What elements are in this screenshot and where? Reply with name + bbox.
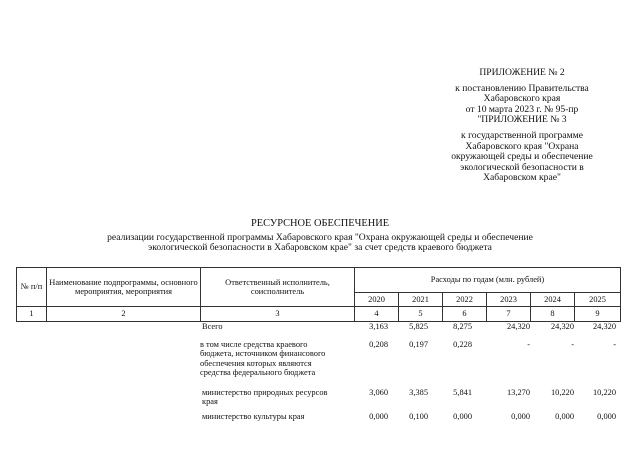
appendix-line: окружающей среды и обеспечение [451, 151, 593, 163]
col-header-expenses: Расходы по годам (млн. рублей) [355, 268, 621, 293]
col-header-number: № п/п [17, 268, 47, 307]
title-sub-line-1: реализации государственной программы Хабаровского края "Охрана окружающей среды и обеспечение [107, 232, 533, 243]
row-value: 3,385 [409, 388, 428, 397]
row-value: 0,000 [369, 412, 388, 421]
col-header-year: 2022 [443, 293, 487, 307]
appendix-line: экологической безопасности в [460, 161, 584, 173]
row-value: 0,228 [453, 340, 472, 349]
row-label: Всего [202, 322, 223, 331]
row-value: 5,841 [453, 388, 472, 397]
row-label: министерство культуры края [202, 412, 305, 421]
appendix-header [420, 68, 624, 184]
appendix-line: от 10 марта 2023 г. № 95-пр [465, 103, 579, 115]
col-index: 2 [47, 307, 201, 322]
col-header-executor: Ответственный исполнитель, соисполнитель [201, 268, 355, 307]
col-header-year: 2021 [399, 293, 443, 307]
row-value: - [527, 340, 530, 349]
row-value: - [571, 340, 574, 349]
col-index: 3 [201, 307, 355, 322]
col-index: 5 [399, 307, 443, 322]
row-value: 24,320 [592, 322, 616, 331]
row-value: 0,000 [555, 412, 574, 421]
col-index: 1 [17, 307, 47, 322]
row-value: - [613, 340, 616, 349]
col-index: 7 [487, 307, 531, 322]
row-value: 10,220 [550, 388, 574, 397]
row-value: 0,197 [409, 340, 428, 349]
appendix-line: "ПРИЛОЖЕНИЕ № 3 [477, 114, 567, 126]
row-value: 24,320 [506, 322, 530, 331]
title-main: РЕСУРСНОЕ ОБЕСПЕЧЕНИЕ [250, 218, 390, 229]
row-value: 13,270 [506, 388, 530, 397]
row-value: 3,060 [369, 388, 388, 397]
col-index: 6 [443, 307, 487, 322]
col-header-year: 2023 [487, 293, 531, 307]
appendix-line: к государственной программе [461, 129, 583, 141]
row-value: 8,275 [453, 322, 472, 331]
col-index: 8 [531, 307, 575, 322]
col-index: 4 [355, 307, 399, 322]
title-sub-line-2: экологической безопасности в Хабаровском крае" за счет средств краевого бюджета [148, 242, 492, 254]
row-value: 0,208 [369, 340, 388, 349]
row-value: 0,000 [597, 412, 616, 421]
row-value: 0,100 [409, 412, 428, 421]
row-label: в том числе средства краевого бюджета, источником финансового обеспечения которых являются средства федерального бюджета [200, 340, 326, 378]
row-value: 3,163 [369, 322, 388, 331]
appendix-line: Хабаровском крае" [483, 172, 561, 184]
row-value: 5,825 [409, 322, 428, 331]
appendix-line: Хабаровского края "Охрана [465, 140, 579, 152]
col-index: 9 [575, 307, 621, 322]
col-header-name: Наименование подпрограммы, основного мероприятия, мероприятия [47, 268, 201, 307]
appendix-line: Хабаровского края [483, 93, 561, 105]
resource-table-header [16, 267, 621, 322]
row-value: 0,000 [453, 412, 472, 421]
row-value: 10,220 [592, 388, 616, 397]
col-header-year: 2024 [531, 293, 575, 307]
col-header-year: 2020 [355, 293, 399, 307]
row-value: 24,320 [550, 322, 574, 331]
document-title [60, 218, 580, 254]
appendix-line: ПРИЛОЖЕНИЕ № 2 [479, 67, 565, 78]
appendix-line: к постановлению Правительства [455, 82, 589, 94]
col-header-year: 2025 [575, 293, 621, 307]
row-label: министерство природных ресурсов края [202, 388, 328, 407]
row-value: 0,000 [511, 412, 530, 421]
